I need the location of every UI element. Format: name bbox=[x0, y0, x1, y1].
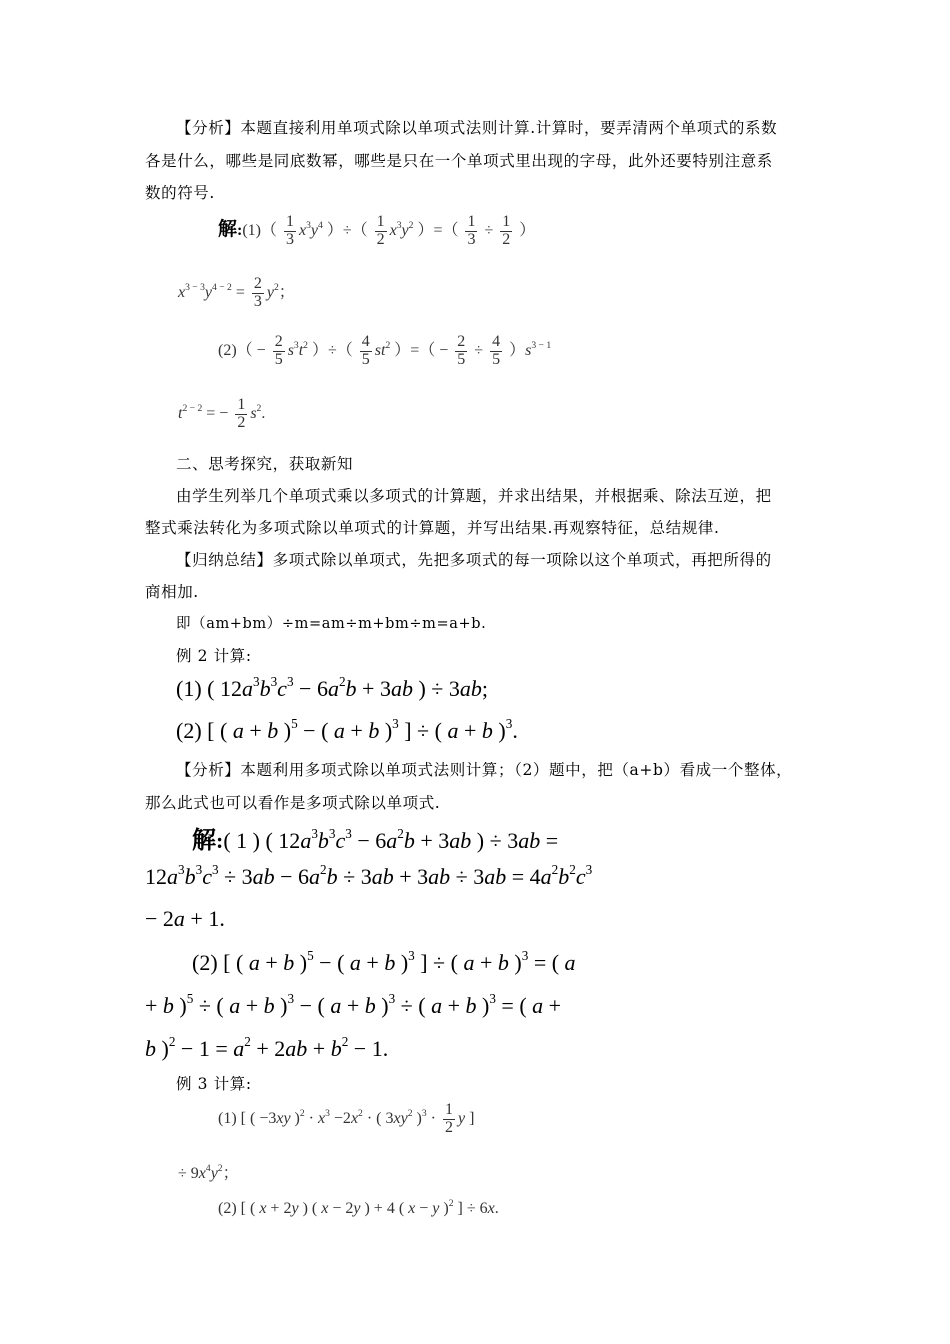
example2-solution-line-1: 解:( 1 ) ( $12a^3b^3c^3 - 6a^2b + 3ab$ ) ÷ 3ab = bbox=[192, 826, 559, 854]
example3-title: 例 3 计算: bbox=[176, 1075, 252, 1093]
example2-solution-line-5: + b )$^5$ ÷ ( a + b )$^3$ − ( a + b )$^3$ ÷ ( a + b )$^3$ = ( a + bbox=[145, 991, 562, 1018]
summary-line-2: 商相加. bbox=[145, 583, 199, 601]
example3-problem-1-line-1: (1) [ ( −3xy )$^2 \cdot x^3 -2x^2$ · ( $3xy^2$ )$^3$ · $\frac{1}{2}$ y ] bbox=[218, 1101, 475, 1136]
section-heading: 二、思考探究，获取新知 bbox=[176, 455, 354, 473]
summary-line-1: 【归纳总结】多项式除以单项式，先把多项式的每一项除以这个单项式，再把所得的 bbox=[176, 551, 772, 569]
solution1-part2-line2: $t^{2 - 2}$ = − $\frac{1}{2}$ $s^2$. bbox=[178, 396, 266, 431]
explore-line-2: 整式乘法转化为多项式除以单项式的计算题，并写出结果.再观察特征，总结规律. bbox=[145, 519, 720, 537]
analysis-line-1: 【分析】本题直接利用单项式除以单项式法则计算.计算时，要弄清两个单项式的系数 bbox=[176, 119, 778, 137]
example2-problem-1: (1) ( $12a^3b^3c^3 - 6a^2b + 3ab$ ) ÷ 3ab; bbox=[176, 674, 488, 701]
example2-solution-line-3: − 2a + 1. bbox=[145, 906, 225, 931]
analysis2-line-2: 那么此式也可以看作是多项式除以单项式. bbox=[145, 794, 441, 812]
example3-problem-2: (2) [ ( x + 2y ) ( x − 2y ) + 4 ( x − y )$^2$ ] ÷ 6x. bbox=[218, 1197, 499, 1217]
example2-solution-line-2: $12a^3b^3c^3 \div 3ab - 6a^2b \div 3ab + 3ab \div 3ab = 4a^2b^2c^3$ bbox=[145, 862, 593, 889]
example2-title: 例 2 计算: bbox=[176, 647, 252, 665]
explore-line-1: 由学生列举几个单项式乘以多项式的计算题，并求出结果，并根据乘、除法互逆，把 bbox=[176, 487, 772, 505]
example2-problem-2: (2) [ ( a + b )$^5$ − ( a + b )$^3$ ] ÷ ( a + b )$^3$. bbox=[176, 716, 518, 743]
analysis-line-2: 各是什么，哪些是同底数幂，哪些是只在一个单项式里出现的字母，此外还要特别注意系 bbox=[145, 152, 773, 170]
solution1-part2-line1: (2)（ − $\frac{2}{5}$ $s^3t^2$ ）÷（ $\frac{4}{5}$ $st^2$ ）=（ − $\frac{2}{5}$ ÷ $\frac{4}{5}$ ）$s^{3 - 1}$ bbox=[218, 333, 552, 368]
example2-solution-line-4: (2) [ ( a + b )$^5$ − ( a + b )$^3$ ] ÷ ( a + b )$^3$ = ( a bbox=[192, 948, 576, 975]
summary-formula: 即（am+bm）÷m=am÷m+bm÷m=a+b. bbox=[176, 616, 487, 632]
solution1-part1-line1: 解:(1)（ $\frac{1}{3}$ $x^3y^4$ ）÷（ $\frac{1}{2}$ $x^3y^2$ ）=（ $\frac{1}{3}$ ÷ $\frac{1}{2}$ ） bbox=[218, 213, 536, 248]
example2-solution-line-6: b )$^2 - 1 = a^2 + 2ab + b^2 - 1$. bbox=[145, 1034, 389, 1061]
analysis-line-3: 数的符号. bbox=[145, 184, 215, 202]
solution1-part1-line2: $x^{3 - 3}y^{4 - 2}$ = $\frac{2}{3}$ $y^2$； bbox=[178, 275, 295, 310]
example3-problem-1-line-2: ÷ $9x^4y^2$； bbox=[178, 1162, 239, 1182]
solution-label: 解 bbox=[218, 219, 238, 240]
analysis2-line-1: 【分析】本题利用多项式除以单项式法则计算；（2）题中，把（a+b）看成一个整体， bbox=[176, 761, 793, 779]
